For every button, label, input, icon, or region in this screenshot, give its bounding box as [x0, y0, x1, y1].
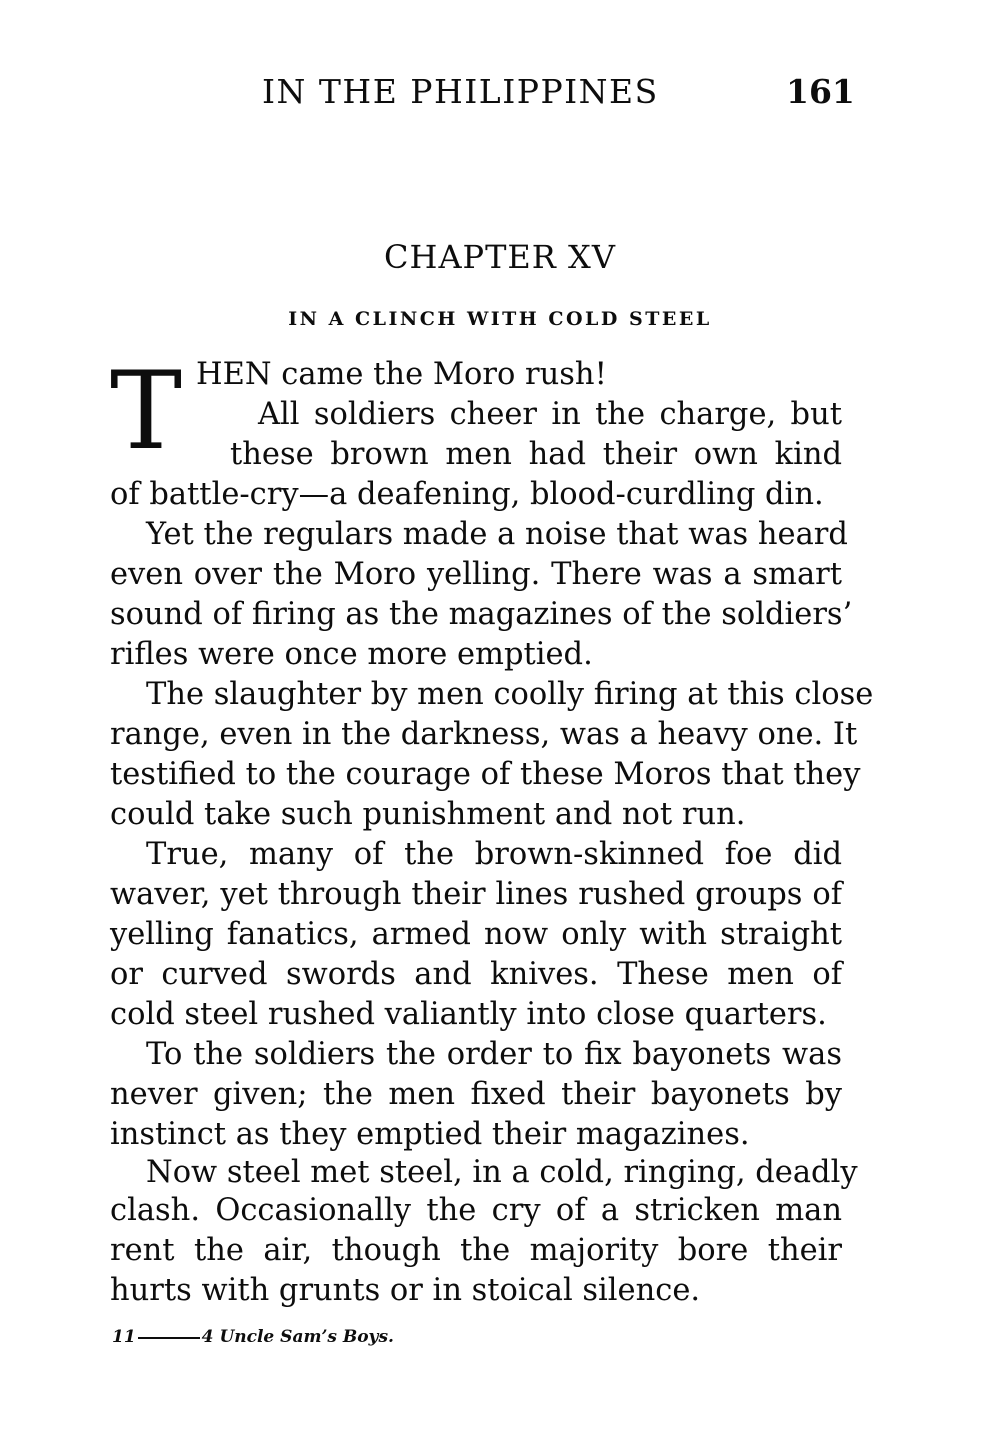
text-line: waver, yet through their lines rushed groups of — [110, 877, 842, 912]
text-line: yelling fanatics, armed now only with straight — [110, 917, 842, 952]
signature-mark: 4 — [201, 1327, 214, 1347]
chapter-subtitle: IN A CLINCH WITH COLD STEEL — [288, 308, 712, 330]
text-line: or curved swords and knives. These men of — [110, 957, 842, 992]
text-line: range, even in the darkness, was a heavy one. It — [110, 717, 858, 752]
text-line: rent the air, though the majority bore their — [110, 1233, 842, 1268]
text-line: rifles were once more emptied. — [110, 637, 593, 672]
text-line: clash. Occasionally the cry of a stricken man — [110, 1193, 842, 1228]
text-line: testified to the courage of these Moros that they — [110, 757, 861, 792]
text-line: Now steel met steel, in a cold, ringing, deadly — [146, 1155, 858, 1190]
text-line: Yet the regulars made a noise that was heard — [146, 517, 848, 552]
text-line: these brown men had their own kind — [230, 437, 842, 472]
signature-book-title: Uncle Sam’s Boys. — [219, 1327, 394, 1347]
text-line: sound of firing as the magazines of the soldiers’ — [110, 597, 853, 632]
text-line: cold steel rushed valiantly into close quarters. — [110, 997, 827, 1032]
text-line: The slaughter by men coolly firing at this close — [146, 677, 874, 712]
text-line: HEN came the Moro rush! — [196, 357, 607, 392]
chapter-title: CHAPTER XV — [384, 238, 616, 276]
text-line: instinct as they emptied their magazines. — [110, 1117, 750, 1152]
text-line: of battle-cry—a deafening, blood-curdling din. — [110, 477, 824, 512]
text-line: even over the Moro yelling. There was a smart — [110, 557, 842, 592]
text-line: True, many of the brown-skinned foe did — [146, 837, 842, 872]
text-line: never given; the men fixed their bayonets by — [110, 1077, 842, 1112]
drop-cap: T — [110, 349, 183, 474]
running-head-title: IN THE PHILIPPINES — [262, 72, 659, 111]
text-line: To the soldiers the order to fix bayonets was — [146, 1037, 842, 1072]
printer-signature — [112, 1327, 394, 1347]
text-line: hurts with grunts or in stoical silence. — [110, 1273, 701, 1308]
page-number: 161 — [786, 72, 855, 111]
signature-number: 11 — [112, 1327, 136, 1347]
text-line: All soldiers cheer in the charge, but — [258, 397, 842, 432]
text-line: could take such punishment and not run. — [110, 797, 746, 832]
signature-dash — [138, 1337, 200, 1339]
running-head — [0, 72, 1000, 116]
